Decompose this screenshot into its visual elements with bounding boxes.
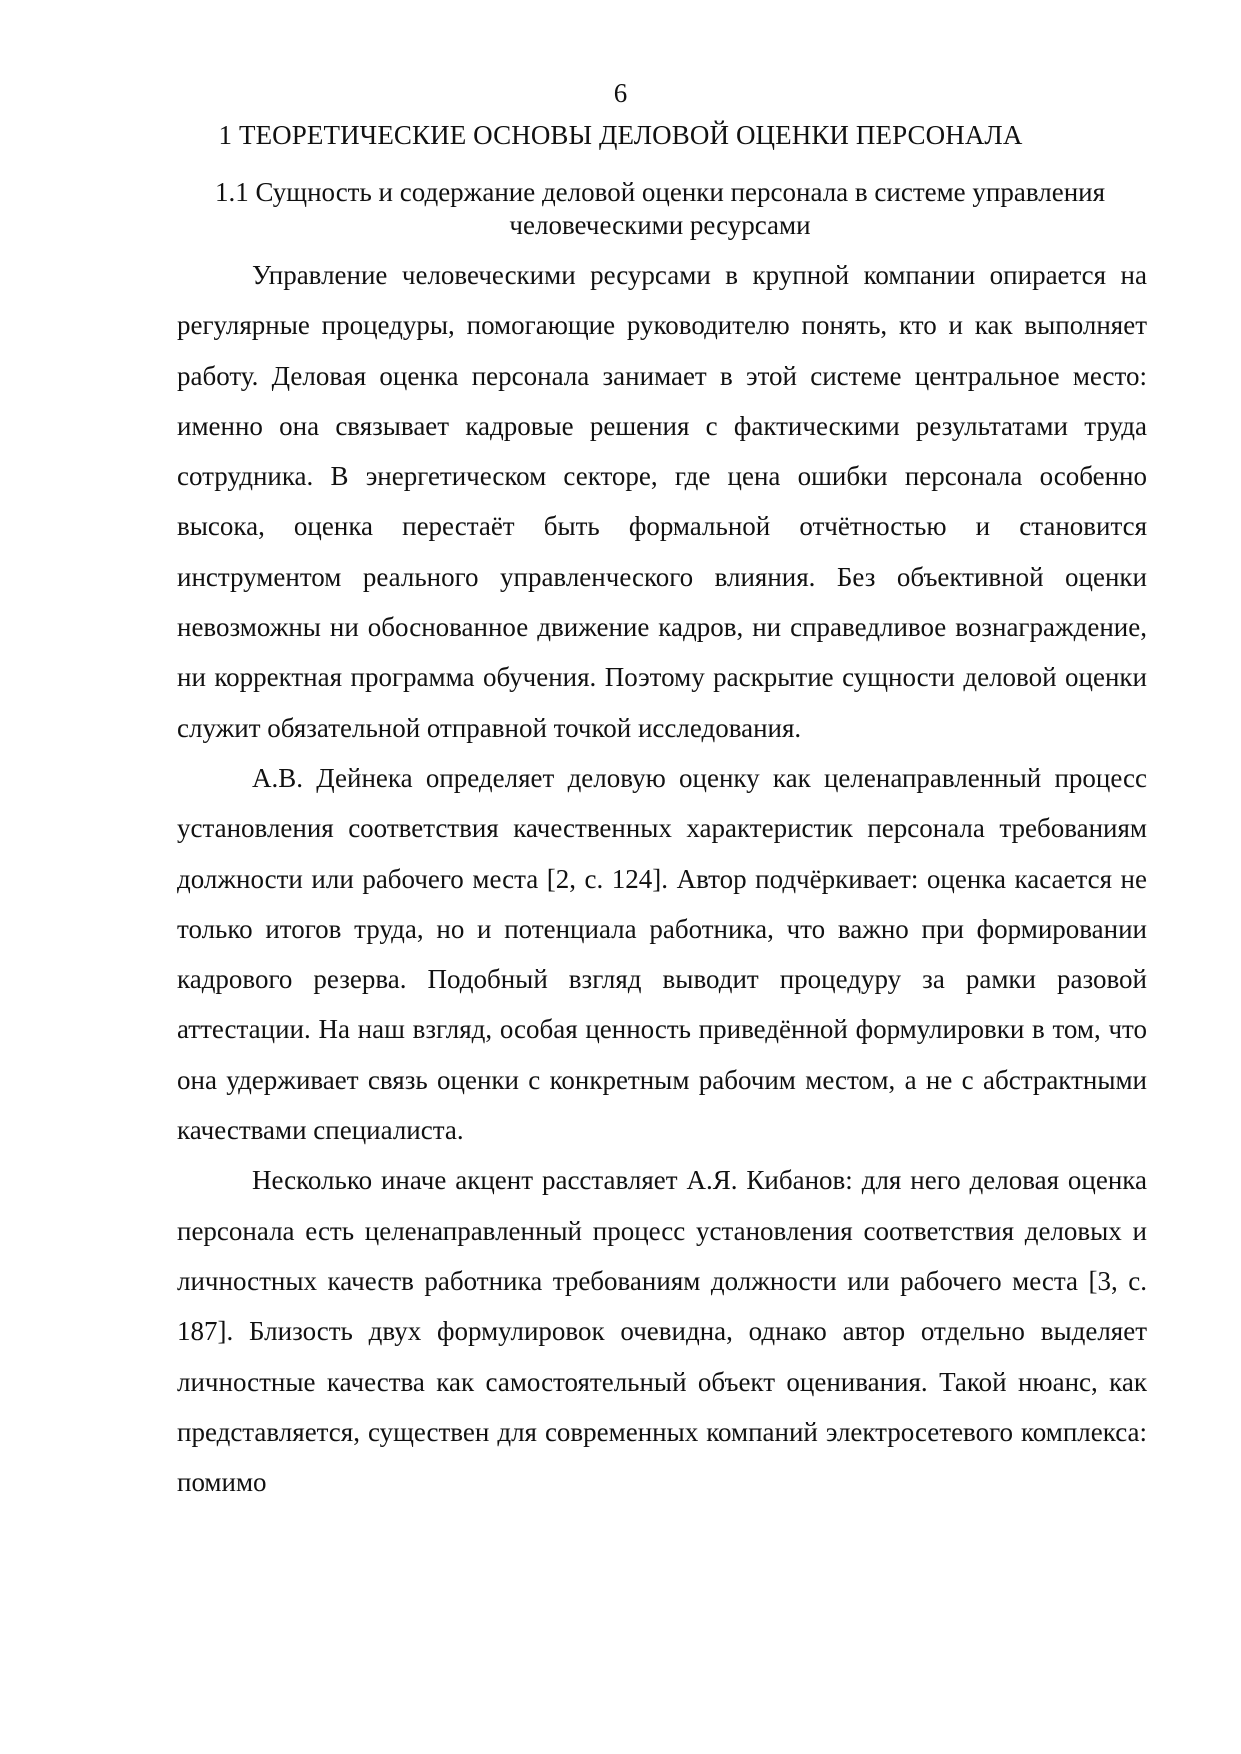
page-number: 6 [613,78,628,108]
paragraph-1: Управление человеческими ресурсами в крупной компании опирается на регулярные процедуры, помогающие руководителю понять, кто и как выполняет работу. Деловая оценка персонала занимает в этой системе центральное место: именно она связывает кадровые решения с фактическими результатами труда сотрудника. В энергетическом секторе, где цена ошибки персонала особенно высока, оценка перестаёт быть формальной отчётностью и становится инструментом реального управленческого влияния. Без объективной оценки невозможны ни обоснованное движение кадров, ни справедливое вознаграждение, ни корректная программа обучения. Поэтому раскрытие сущности деловой оценки служит обязательной отправной точкой исследования. [177,260,1147,743]
paragraph-3: Несколько иначе акцент расставляет А.Я. Кибанов: для него деловая оценка персонала есть целенаправленный процесс установления соответствия деловых и личностных качеств работника требованиям должности или рабочего места [3, с. 187]. Близость двух формулировок очевидна, однако автор отдельно выделяет личностные качества как самостоятельный объект оценивания. Такой нюанс, как представляется, существен для современных компаний электросетевого комплекса: помимо [177,1165,1147,1498]
paragraph-2: А.В. Дейнека определяет деловую оценку как целенаправленный процесс установления соответствия качественных характеристик персонала требованиям должности или рабочего места [2, с. 124]. Автор подчёркивает: оценка касается не только итогов труда, но и потенциала работника, что важно при формировании кадрового резерва. Подобный взгляд выводит процедуру за рамки разовой аттестации. На наш взгляд, особая ценность приведённой формулировки в том, что она удерживает связь оценки с конкретным рабочим местом, а не с абстрактными качествами специалиста. [177,762,1147,1146]
body-text [177,250,1147,1507]
chapter-title: 1 ТЕОРЕТИЧЕСКИЕ ОСНОВЫ ДЕЛОВОЙ ОЦЕНКИ ПЕРСОНАЛА [218,120,1023,150]
section-title: 1.1 Сущность и содержание деловой оценки персонала в системе управления человеческими ресурсами [214,177,1106,240]
